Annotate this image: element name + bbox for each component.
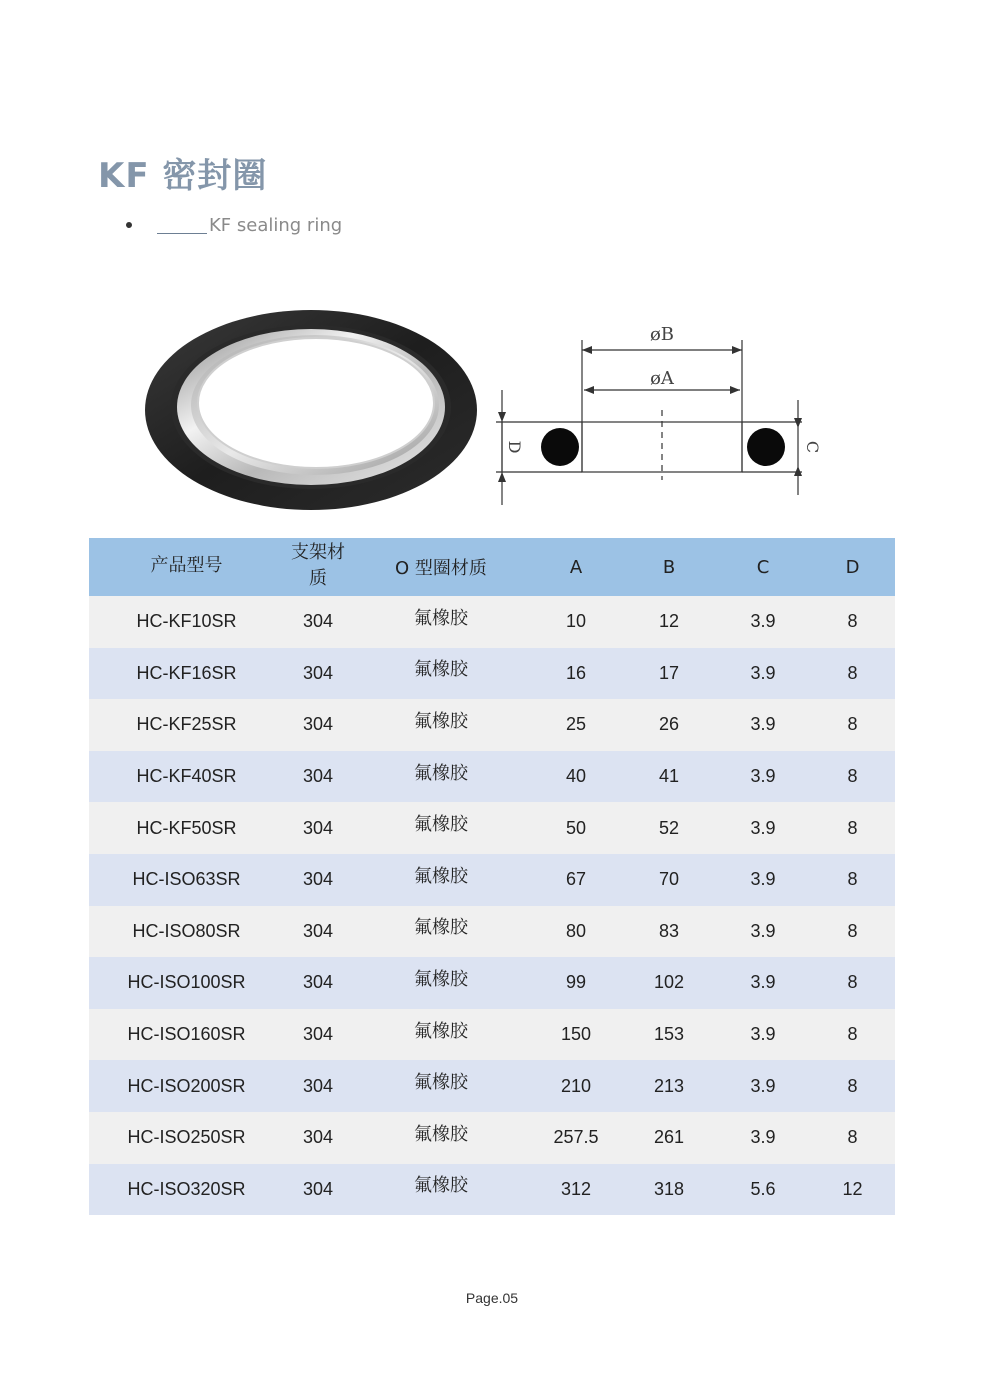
cell-oring-material (352, 1060, 530, 1112)
table-row (89, 596, 895, 648)
cell-a: 25 (565, 714, 587, 735)
cell-b: 153 (653, 1024, 685, 1045)
table-row (89, 1060, 895, 1112)
header-d: D (845, 556, 860, 578)
o-ring-left (541, 428, 579, 466)
cell-oring-material-text: 氟橡胶 (414, 1175, 468, 1197)
cell-oring-material-text: 氟橡胶 (414, 814, 468, 836)
cell-oring-material (352, 802, 530, 854)
label-a: øA (650, 368, 674, 389)
cell-bracket-material: 304 (302, 714, 334, 735)
cell-a: 80 (565, 920, 587, 941)
cell-b: 261 (653, 1127, 685, 1148)
header-model: 产品型号 (150, 555, 223, 576)
cell-model: HC-ISO80SR (132, 920, 241, 941)
cross-section-drawing (490, 310, 830, 510)
cell-b: 52 (658, 817, 680, 838)
cell-d: 8 (847, 662, 858, 683)
cell-b: 41 (658, 766, 680, 787)
cell-d: 8 (847, 817, 858, 838)
label-b: øB (649, 324, 675, 345)
cell-c: 3.9 (750, 662, 776, 683)
cell-oring-material (352, 596, 530, 648)
cell-oring-material-text: 氟橡胶 (414, 968, 468, 990)
cell-b: 12 (658, 611, 680, 632)
cell-bracket-material: 304 (302, 1024, 334, 1045)
cell-oring-material (352, 1009, 530, 1061)
cell-bracket-material: 304 (302, 662, 334, 683)
table-row (89, 1112, 895, 1164)
cell-oring-material-text: 氟橡胶 (414, 1020, 468, 1042)
cell-bracket-material: 304 (302, 869, 334, 890)
cell-model: HC-ISO63SR (132, 869, 241, 890)
cell-c: 3.9 (750, 1075, 776, 1096)
subtitle-list-item (126, 210, 342, 240)
cell-model: HC-ISO250SR (127, 1127, 246, 1148)
cell-d: 8 (847, 1024, 858, 1045)
cell-d: 8 (847, 869, 858, 890)
cell-oring-material-text: 氟橡胶 (414, 865, 468, 887)
cell-a: 67 (565, 869, 587, 890)
cell-model: HC-KF40SR (136, 766, 237, 787)
cell-c: 3.9 (750, 1127, 776, 1148)
cell-a: 150 (560, 1024, 592, 1045)
cell-a: 50 (565, 817, 587, 838)
cell-c: 5.6 (750, 1178, 776, 1199)
cell-model: HC-KF16SR (136, 662, 237, 683)
cell-d: 8 (847, 1127, 858, 1148)
table-row (89, 648, 895, 700)
cell-b: 318 (653, 1178, 685, 1199)
subtitle-text: KF sealing ring (209, 214, 343, 236)
cell-model: HC-ISO160SR (127, 1024, 246, 1045)
table-row (89, 957, 895, 1009)
cell-a: 10 (565, 611, 587, 632)
cell-b: 102 (653, 972, 685, 993)
cell-a: 312 (560, 1178, 592, 1199)
cell-c: 3.9 (750, 766, 776, 787)
table-row (89, 751, 895, 803)
cell-a: 210 (560, 1075, 592, 1096)
cell-oring-material-text: 氟橡胶 (414, 607, 468, 629)
cell-b: 17 (658, 662, 680, 683)
seal-ring-photo (140, 305, 482, 515)
cell-d: 8 (847, 611, 858, 632)
table-row (89, 1009, 895, 1061)
cell-a: 16 (565, 662, 587, 683)
cell-b: 70 (658, 869, 680, 890)
cell-c: 3.9 (750, 869, 776, 890)
cell-model: HC-KF25SR (136, 714, 237, 735)
cell-c: 3.9 (750, 817, 776, 838)
header-bracket-material: 支架材质 (291, 542, 345, 589)
cell-oring-material-text: 氟橡胶 (414, 762, 468, 784)
cell-oring-material (352, 906, 530, 958)
header-oring-material: O 型圈材质 (395, 558, 487, 579)
cell-model: HC-ISO200SR (127, 1075, 246, 1096)
cell-bracket-material: 304 (302, 1178, 334, 1199)
label-d: D (505, 440, 524, 454)
cell-d: 8 (847, 920, 858, 941)
cell-oring-material (352, 699, 530, 751)
cell-bracket-material: 304 (302, 920, 334, 941)
cell-oring-material-text: 氟橡胶 (414, 1072, 468, 1094)
table-row (89, 906, 895, 958)
cell-d: 8 (847, 766, 858, 787)
cell-oring-material-text: 氟橡胶 (414, 710, 468, 732)
cell-a: 40 (565, 766, 587, 787)
page-title: KF 密封圈 (98, 156, 268, 196)
cell-b: 83 (658, 920, 680, 941)
cell-oring-material-text: 氟橡胶 (414, 917, 468, 939)
cell-c: 3.9 (750, 714, 776, 735)
header-a: A (569, 556, 583, 578)
spec-table (89, 538, 895, 1215)
table-row (89, 854, 895, 906)
label-c: C (803, 440, 822, 454)
cell-a: 257.5 (553, 1127, 599, 1148)
cell-a: 99 (565, 972, 587, 993)
cell-bracket-material: 304 (302, 1075, 334, 1096)
cell-bracket-material: 304 (302, 611, 334, 632)
cell-b: 26 (658, 714, 680, 735)
cell-d: 12 (842, 1178, 863, 1199)
header-c: C (756, 556, 770, 578)
cell-bracket-material: 304 (302, 766, 334, 787)
table-row (89, 802, 895, 854)
table-row (89, 1164, 895, 1216)
cell-oring-material (352, 1112, 530, 1164)
cell-oring-material-text: 氟橡胶 (414, 659, 468, 681)
cell-c: 3.9 (750, 972, 776, 993)
cell-model: HC-ISO100SR (127, 972, 246, 993)
cell-oring-material-text: 氟橡胶 (414, 1123, 468, 1145)
cell-oring-material (352, 957, 530, 1009)
header-b: B (662, 556, 676, 578)
cell-bracket-material: 304 (302, 972, 334, 993)
page-number: Page.05 (465, 1290, 519, 1306)
o-ring-right (747, 428, 785, 466)
cell-c: 3.9 (750, 611, 776, 632)
cell-bracket-material: 304 (302, 817, 334, 838)
cell-model: HC-KF10SR (136, 611, 237, 632)
bullet-icon (126, 222, 132, 228)
cell-model: HC-ISO320SR (127, 1178, 246, 1199)
subtitle-underline (157, 217, 207, 234)
table-row (89, 699, 895, 751)
cell-b: 213 (653, 1075, 685, 1096)
cell-d: 8 (847, 972, 858, 993)
cell-bracket-material: 304 (302, 1127, 334, 1148)
cell-model: HC-KF50SR (136, 817, 237, 838)
cell-oring-material (352, 648, 530, 700)
cell-oring-material (352, 751, 530, 803)
cell-d: 8 (847, 1075, 858, 1096)
cell-c: 3.9 (750, 920, 776, 941)
cell-oring-material (352, 1164, 530, 1216)
table-header-row (89, 538, 895, 596)
cell-oring-material (352, 854, 530, 906)
cell-c: 3.9 (750, 1024, 776, 1045)
cell-d: 8 (847, 714, 858, 735)
